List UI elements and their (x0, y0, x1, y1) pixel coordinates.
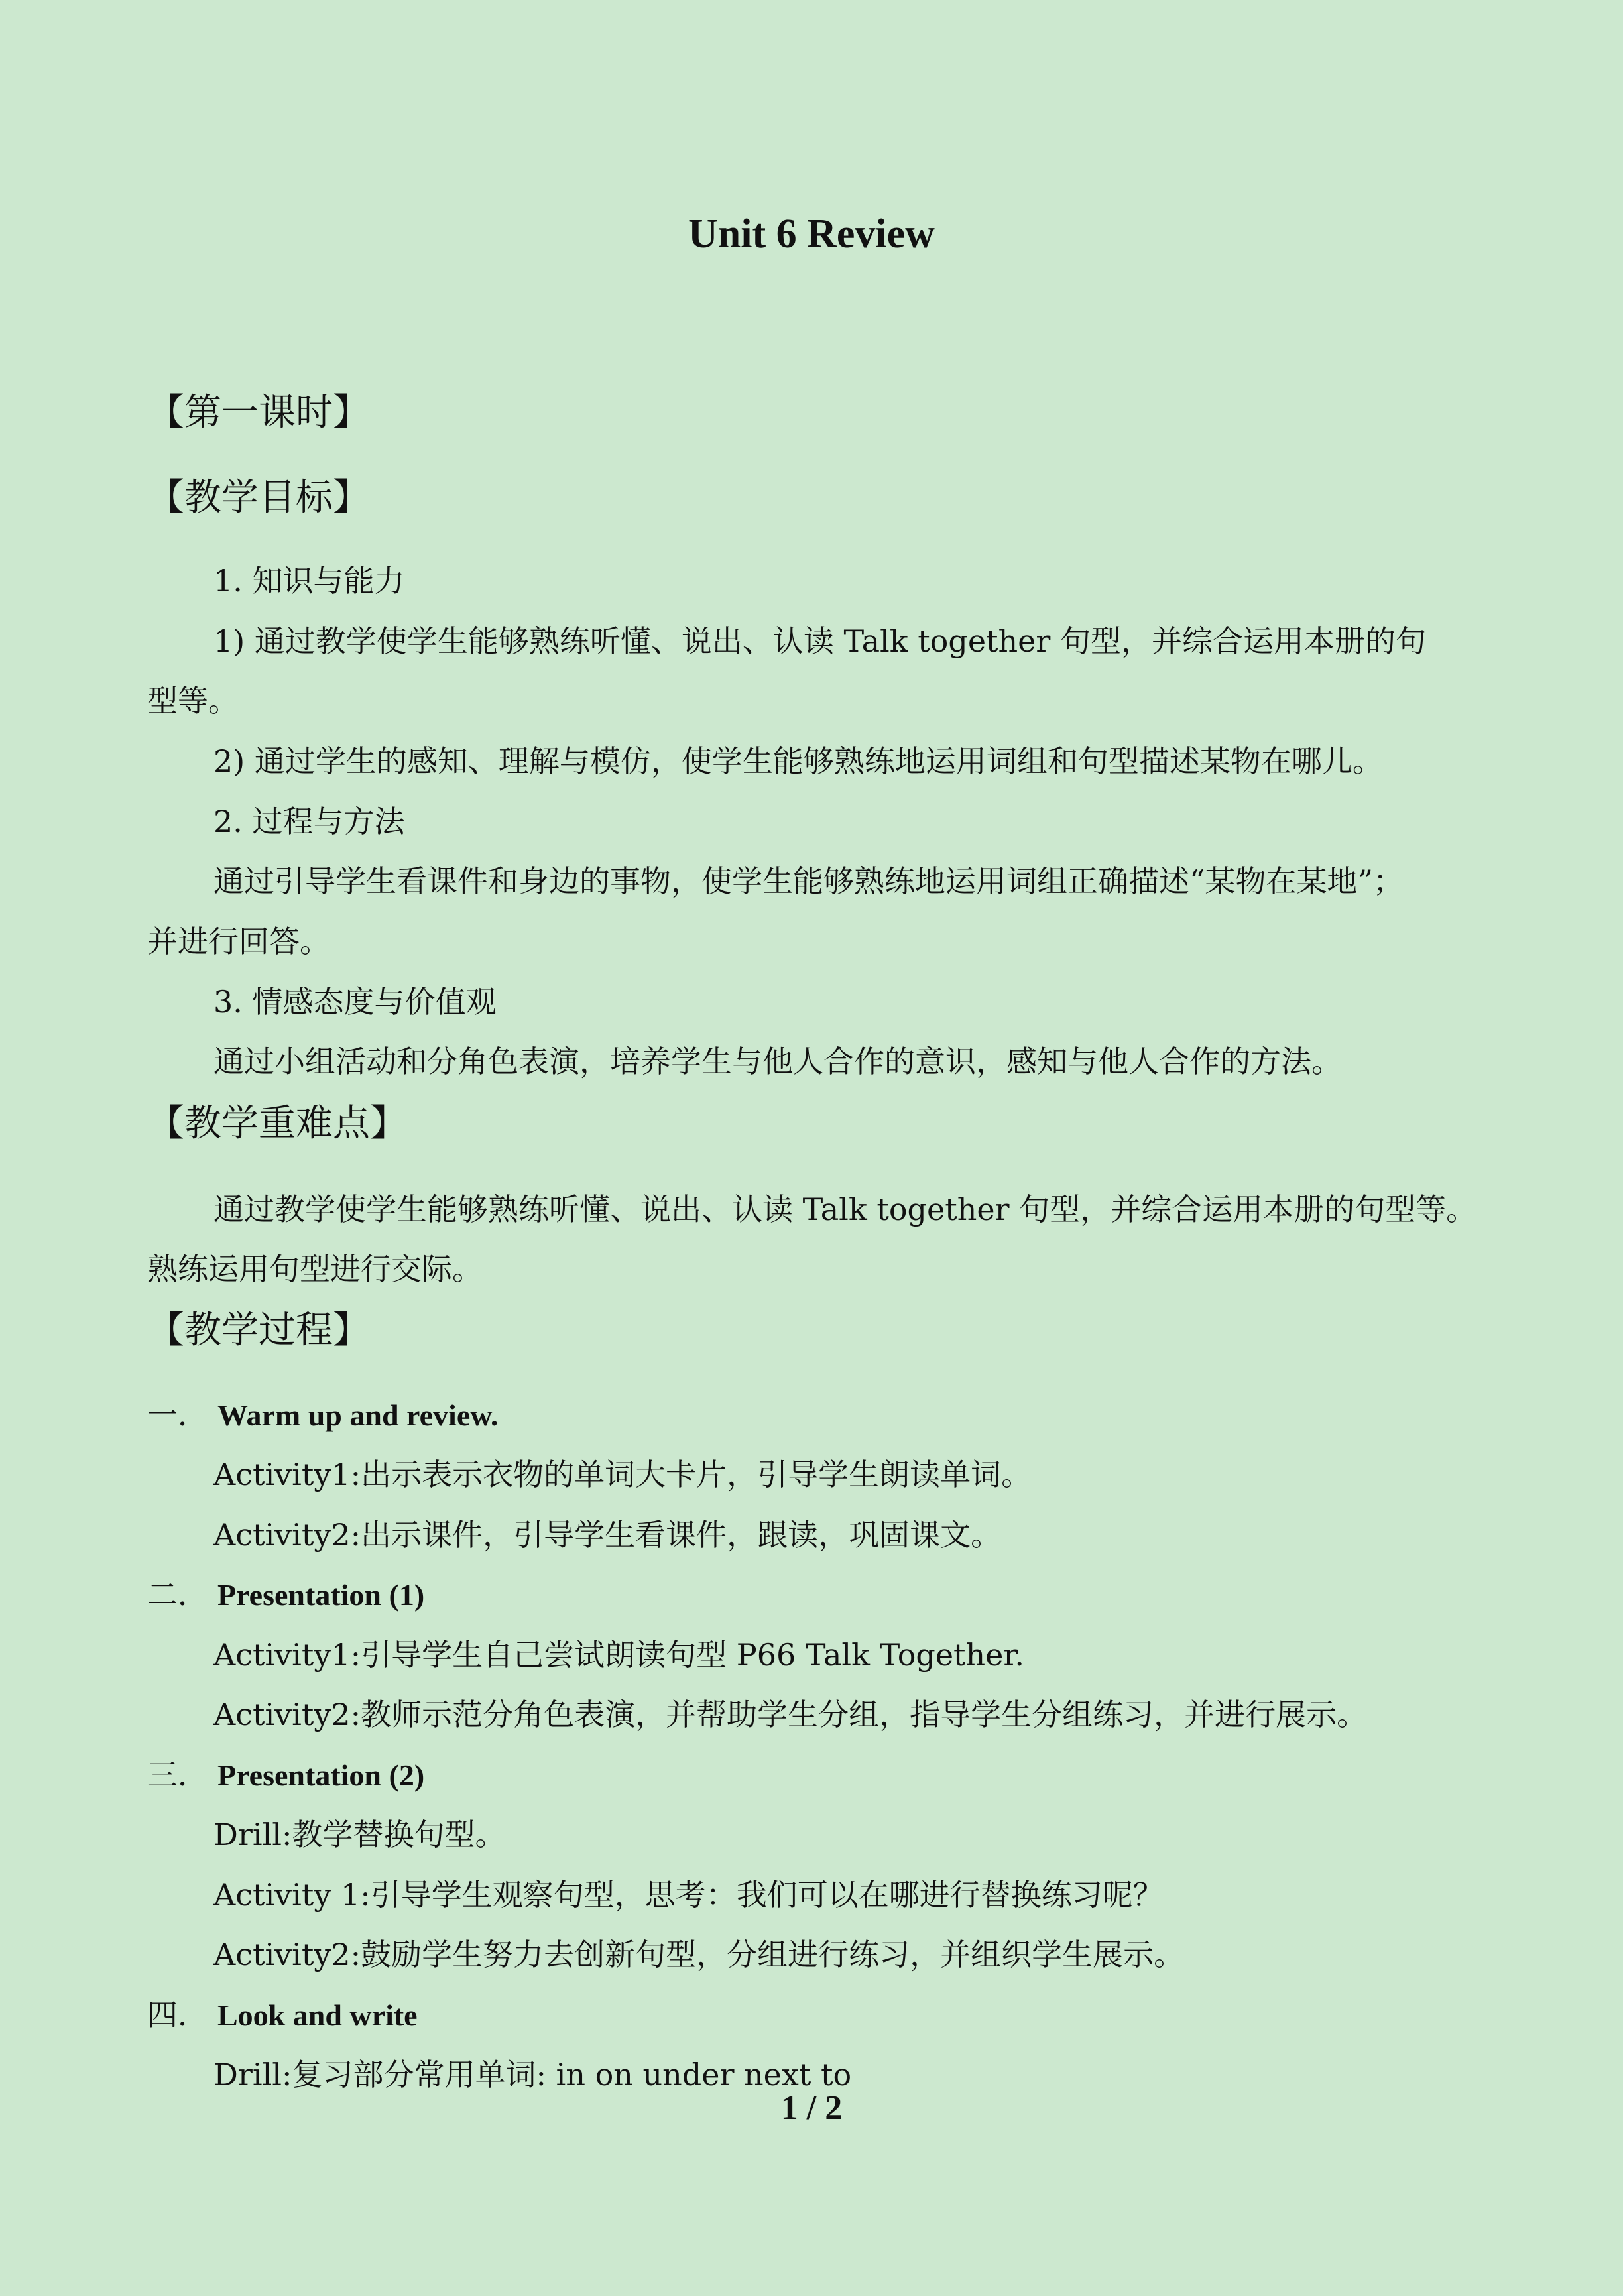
section-4-heading (147, 1991, 418, 2035)
section-4-title: Look and write (217, 1998, 418, 2032)
section-1-activity-1: Activity1:出示表示衣物的单词大卡片，引导学生朗读单词。 (213, 1457, 1032, 1492)
section-4-drill: Drill:复习部分常用单词: in on under next to (213, 2057, 852, 2092)
goal-1-item-1-line2: 型等。 (147, 683, 239, 719)
section-4-number: 四． (147, 1997, 208, 2033)
key-points-line1: 通过教学使学生能够熟练听懂、说出、认读 Talk together 句型，并综合运用本册的句型等。 (213, 1191, 1477, 1227)
goal-2-title: 2. 过程与方法 (213, 804, 405, 839)
section-2-heading (147, 1571, 424, 1614)
goal-2-text-line1: 通过引导学生看课件和身边的事物，使学生能够熟练地运用词组正确描述“某物在某地”； (213, 863, 1404, 899)
lesson-label: 【第一课时】 (147, 391, 370, 434)
goal-1-title: 1. 知识与能力 (213, 563, 405, 599)
goal-2-text-line2: 并进行回答。 (147, 924, 330, 959)
section-2-activity-1: Activity1:引导学生自己尝试朗读句型 P66 Talk Together. (213, 1637, 1024, 1673)
section-2-activity-2: Activity2:教师示范分角色表演，并帮助学生分组，指导学生分组练习，并进行展示。 (213, 1697, 1368, 1732)
goals-heading: 【教学目标】 (147, 476, 370, 519)
document-title: Unit 6 Review (688, 211, 935, 257)
page-number: 1 / 2 (780, 2089, 843, 2127)
section-3-activity-2: Activity2:鼓励学生努力去创新句型，分组进行练习，并组织学生展示。 (213, 1937, 1185, 1972)
section-2-title: Presentation (1) (217, 1578, 425, 1612)
section-3-activity-1: Activity 1:引导学生观察句型，思考：我们可以在哪进行替换练习呢？ (213, 1877, 1164, 1913)
goal-3-text: 通过小组活动和分角色表演，培养学生与他人合作的意识，感知与他人合作的方法。 (213, 1044, 1342, 1079)
section-3-number: 三． (147, 1757, 208, 1793)
section-1-activity-2: Activity2:出示课件，引导学生看课件，跟读，巩固课文。 (213, 1517, 1002, 1553)
section-1-title: Warm up and review. (217, 1398, 499, 1432)
key-points-line2: 熟练运用句型进行交际。 (147, 1251, 483, 1287)
process-heading: 【教学过程】 (147, 1309, 370, 1352)
goal-1-item-2: 2) 通过学生的感知、理解与模仿，使学生能够熟练地运用词组和句型描述某物在哪儿。 (213, 743, 1383, 779)
key-points-heading: 【教学重难点】 (147, 1102, 407, 1145)
goal-1-item-1-line1: 1) 通过教学使学生能够熟练听懂、说出、认读 Talk together 句型，并综合运用本册的句 (213, 623, 1426, 659)
section-2-number: 二． (147, 1577, 208, 1612)
section-3-drill: Drill:教学替换句型。 (213, 1817, 506, 1852)
section-3-heading (147, 1751, 424, 1795)
section-1-number: 一． (147, 1397, 208, 1433)
section-1-heading (147, 1391, 498, 1435)
goal-3-title: 3. 情感态度与价值观 (213, 984, 497, 1020)
section-3-title: Presentation (2) (217, 1758, 425, 1792)
